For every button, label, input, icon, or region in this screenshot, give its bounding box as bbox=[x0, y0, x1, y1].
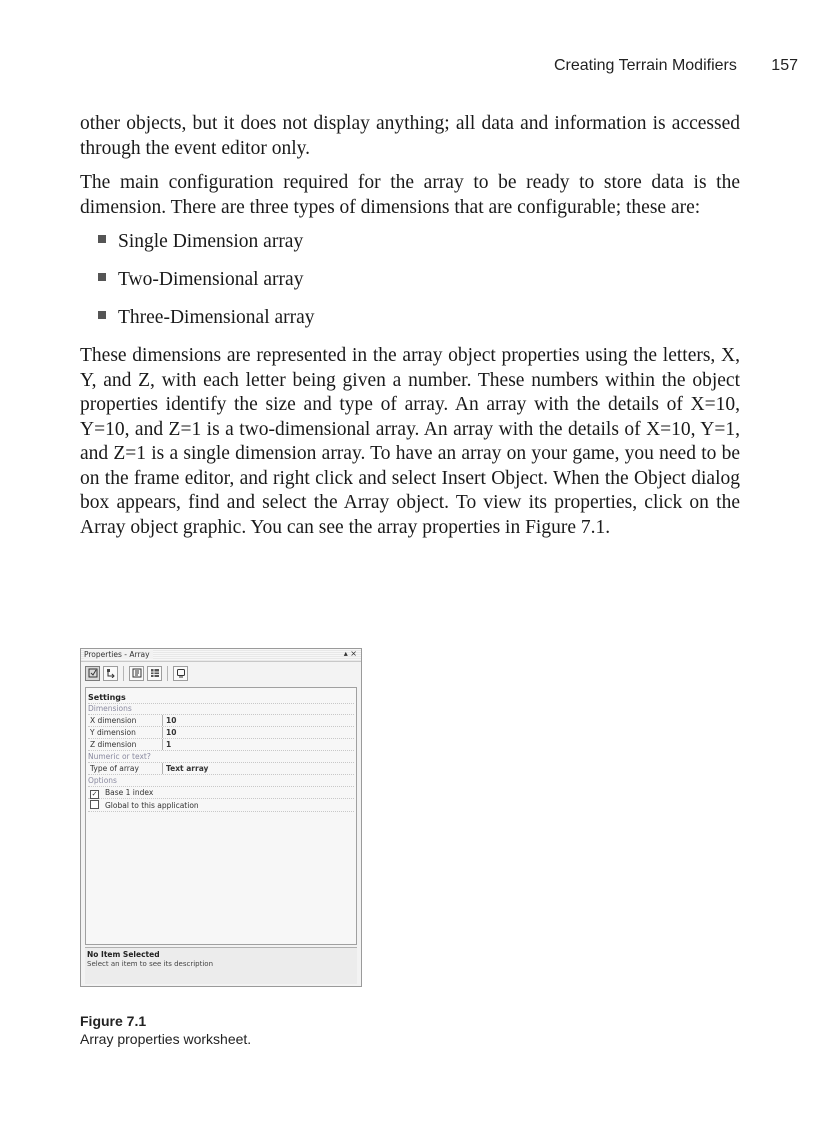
figure-text: Array properties worksheet. bbox=[80, 1031, 252, 1047]
x-dimension-value[interactable]: 10 bbox=[162, 715, 176, 726]
display-tab-button[interactable] bbox=[103, 666, 118, 681]
description-title: No Item Selected bbox=[87, 950, 160, 959]
display-icon bbox=[106, 668, 116, 678]
panel-controls[interactable]: ▴ × bbox=[343, 649, 357, 658]
paragraph-1: other objects, but it does not display anything; all data and information is accessed through the event editor only. bbox=[80, 113, 740, 159]
category-numeric-or-text: Numeric or text? bbox=[88, 751, 354, 763]
bullet-square-icon bbox=[98, 235, 106, 243]
toolbar-separator bbox=[167, 666, 168, 681]
type-of-array-value[interactable]: Text array bbox=[162, 763, 208, 774]
property-z-dimension[interactable]: Z dimension 1 bbox=[88, 739, 354, 751]
global-checkbox[interactable] bbox=[90, 800, 99, 809]
option-global[interactable]: Global to this application bbox=[88, 800, 354, 812]
paragraph-2: The main configuration required for the array to be ready to store data is the dimension. There are three types of dimensions that are configurable; these are: bbox=[80, 172, 740, 218]
bullet-list bbox=[80, 230, 740, 330]
figure-label: Figure 7.1 bbox=[80, 1013, 147, 1029]
property-type-of-array[interactable]: Type of array Text array bbox=[88, 763, 354, 775]
y-dimension-value[interactable]: 10 bbox=[162, 727, 176, 738]
about-tab-button[interactable] bbox=[173, 666, 188, 681]
events-tab-button[interactable] bbox=[129, 666, 144, 681]
page-number: 157 bbox=[771, 57, 798, 74]
settings-tab-button[interactable] bbox=[85, 666, 100, 681]
category-options: Options bbox=[88, 775, 354, 787]
bullet-square-icon bbox=[98, 273, 106, 281]
property-y-dimension[interactable]: Y dimension 10 bbox=[88, 727, 354, 739]
bullet-square-icon bbox=[98, 311, 106, 319]
bullet-item: Two-Dimensional array bbox=[98, 268, 740, 292]
bullet-item: Three-Dimensional array bbox=[98, 306, 740, 330]
figure-caption bbox=[80, 1012, 251, 1048]
property-x-dimension[interactable]: X dimension 10 bbox=[88, 715, 354, 727]
property-grid bbox=[85, 687, 357, 945]
panel-toolbar bbox=[85, 664, 188, 682]
bullet-item: Single Dimension array bbox=[98, 230, 740, 254]
panel-title-bar bbox=[81, 649, 361, 662]
settings-icon bbox=[88, 668, 98, 678]
option-base-1-index[interactable]: ✓ Base 1 index bbox=[88, 787, 354, 799]
running-head bbox=[0, 57, 798, 75]
toolbar-separator bbox=[123, 666, 124, 681]
description-text: Select an item to see its description bbox=[87, 960, 214, 968]
chapter-title: Creating Terrain Modifiers bbox=[553, 57, 737, 74]
panel-title: Properties - Array bbox=[84, 650, 153, 659]
paragraph-3: These dimensions are represented in the array object properties using the letters, X, Y, and Z, with each letter being given a number. These numbers within the object properties identify the size and type of array. An array with the details of X=10, Y=10, and Z=1 is a two-dimensional array. An array with the details of X=10, Y=1, and Z=1 is a single dimension array. To have an array on your game, you need to be on the frame editor, and right click and select Insert Object. When the Object dialog box appears, find and select the Array object. To view its properties, click on the Array object graphic. You can see the array properties in Figure 7.1. bbox=[80, 345, 740, 538]
grid-tab-button[interactable] bbox=[147, 666, 162, 681]
section-settings: Settings bbox=[88, 692, 354, 704]
z-dimension-value[interactable]: 1 bbox=[162, 739, 171, 750]
about-icon bbox=[176, 668, 186, 678]
description-area bbox=[85, 947, 357, 984]
grid-icon bbox=[150, 668, 160, 678]
base-1-checkbox[interactable]: ✓ bbox=[91, 790, 98, 798]
events-icon bbox=[132, 668, 142, 678]
properties-panel bbox=[80, 648, 362, 987]
body-text bbox=[80, 112, 740, 550]
category-dimensions: Dimensions bbox=[88, 703, 354, 715]
